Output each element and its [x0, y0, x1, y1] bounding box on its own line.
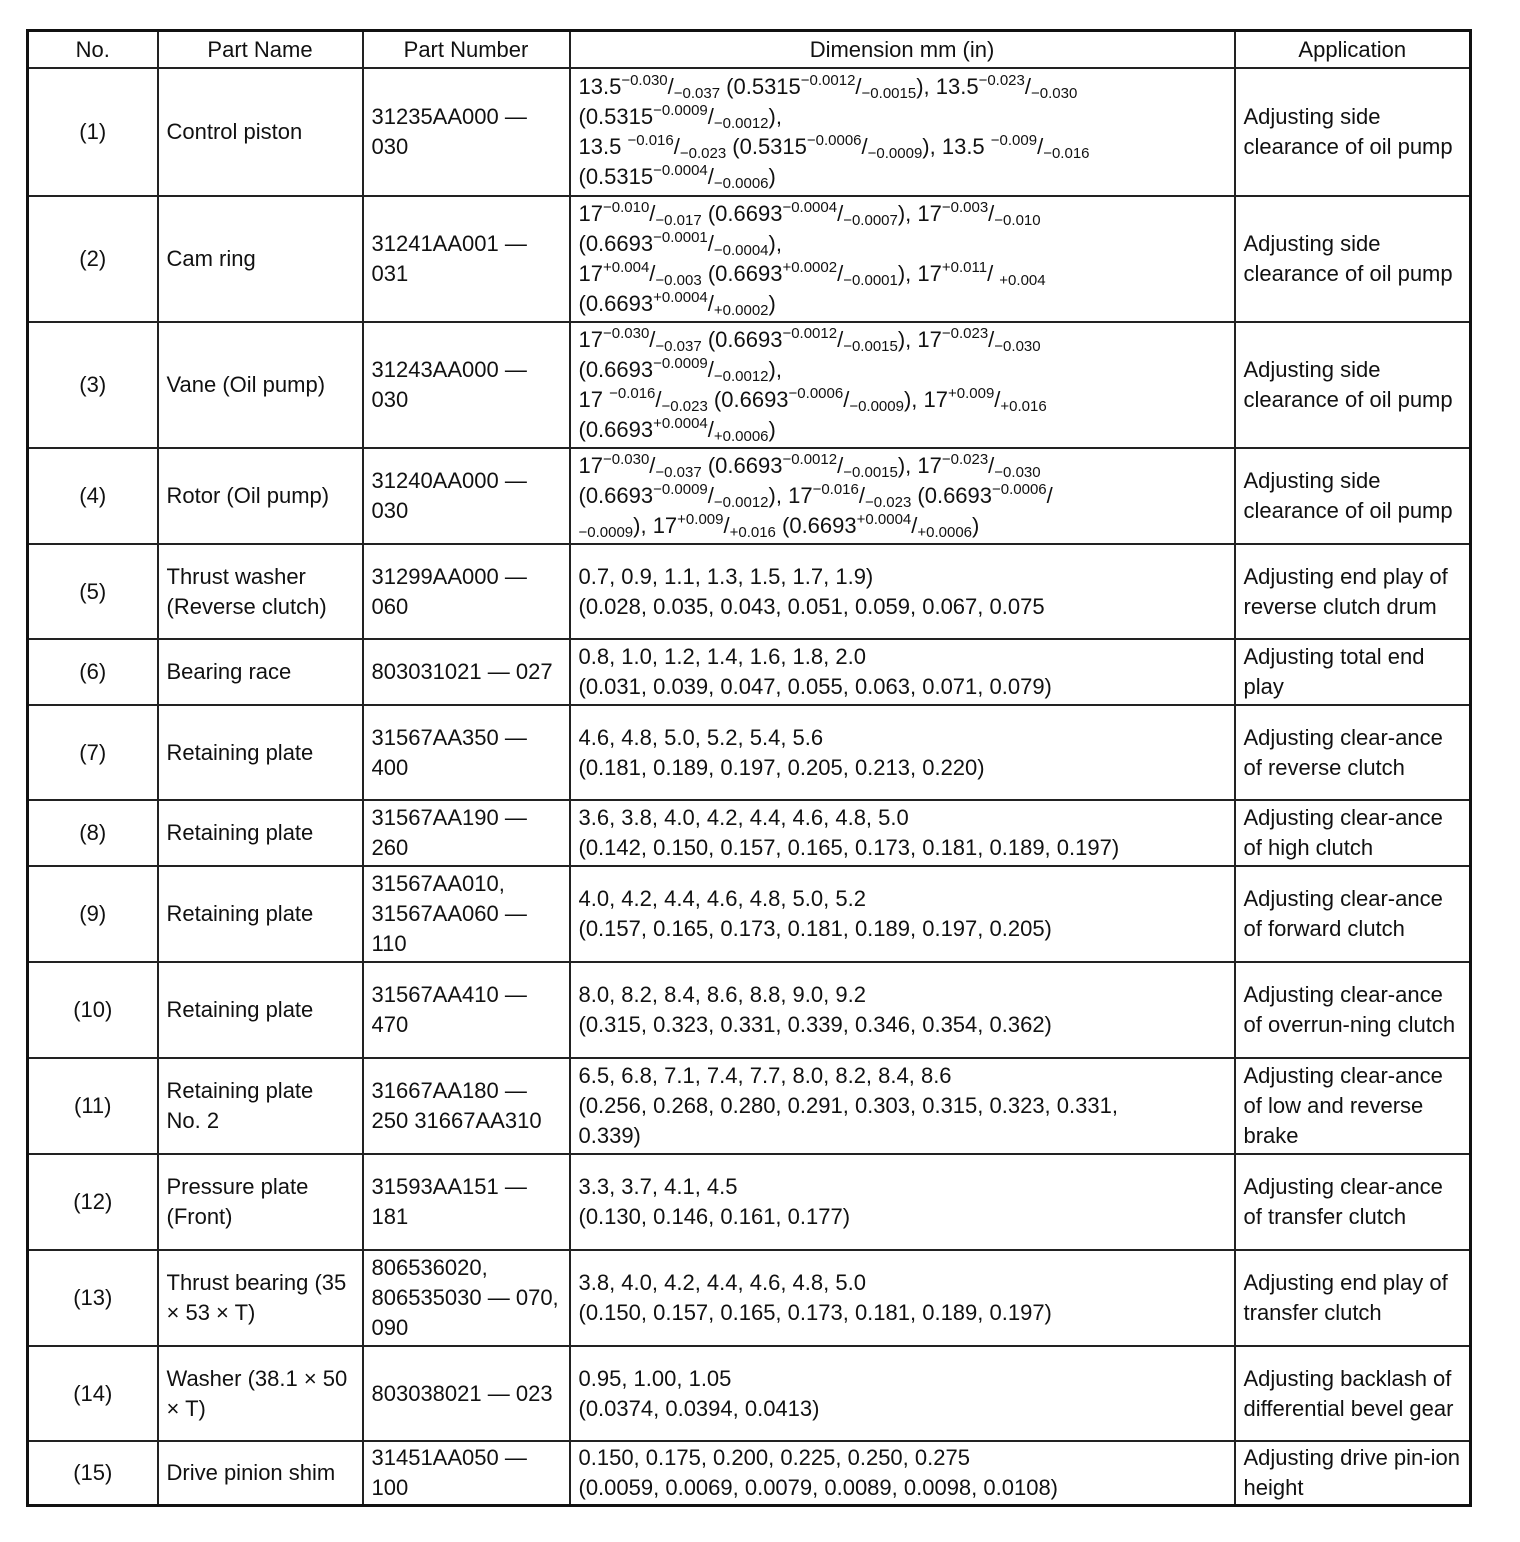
- dimension-text: (0.6693: [701, 327, 783, 352]
- tolerance-lower: −0.0015: [843, 338, 898, 355]
- header-no: No.: [28, 31, 158, 69]
- part-number: 31593AA151 — 181: [363, 1154, 570, 1250]
- part-number: 31667AA180 — 250 31667AA310: [363, 1058, 570, 1154]
- dimension-text: (0.6693: [701, 453, 783, 478]
- dimension-text: /: [861, 134, 868, 159]
- table-row: [28, 544, 1471, 639]
- tolerance-lower: −0.037: [673, 85, 721, 102]
- part-name: Washer (38.1 × 50 × T): [158, 1346, 363, 1441]
- dimension-text: ), 17: [897, 201, 942, 226]
- application: Adjusting side clearance of oil pump: [1235, 448, 1471, 544]
- tolerance-lower: −0.030: [1030, 85, 1078, 102]
- tolerance-lower: −0.037: [655, 338, 702, 355]
- dimension-line: [579, 592, 1226, 622]
- dimension-line: [579, 132, 1226, 162]
- dimension-text: ),: [768, 231, 782, 256]
- tolerance-upper: −0.0012: [800, 72, 856, 89]
- part-name: Vane (Oil pump): [158, 322, 363, 448]
- dimension-text: ), 17: [897, 453, 942, 478]
- dimension-line: [579, 1473, 1226, 1503]
- dimension-text: 17: [578, 327, 603, 352]
- dimension-text: 3.3, 3.7, 4.1, 4.5: [578, 1174, 738, 1199]
- dimension-text: 13.5: [578, 134, 628, 159]
- table-row: [28, 800, 1471, 866]
- part-name: Thrust washer (Reverse clutch): [158, 544, 363, 639]
- tolerance-upper: +0.011: [941, 259, 988, 276]
- dimension-line: [579, 1121, 1226, 1151]
- dimension-text: (0.0059, 0.0069, 0.0079, 0.0089, 0.0098, 0.0108): [578, 1475, 1059, 1500]
- table-row: [28, 962, 1471, 1058]
- dimension-line: [579, 1172, 1226, 1202]
- tolerance-lower: −0.0006: [713, 175, 769, 192]
- part-name: Pressure plate (Front): [158, 1154, 363, 1250]
- dimension-text: (0.028, 0.035, 0.043, 0.051, 0.059, 0.067, 0.075: [578, 593, 1045, 619]
- dimension-text: /: [1046, 483, 1053, 508]
- tolerance-lower: −0.030: [994, 464, 1041, 481]
- dimension-text: (0.256, 0.268, 0.280, 0.291, 0.303, 0.315, 0.323, 0.331,: [578, 1093, 1118, 1118]
- application: Adjusting end play of reverse clutch drum: [1235, 544, 1471, 639]
- part-name: Retaining plate: [158, 800, 363, 866]
- dimension-line: [579, 884, 1226, 914]
- dimension-text: 4.6, 4.8, 5.0, 5.2, 5.4, 5.6: [578, 724, 824, 750]
- dimension-text: (0.150, 0.157, 0.165, 0.173, 0.181, 0.189, 0.197): [578, 1300, 1052, 1325]
- table-row: [28, 866, 1471, 962]
- dimension-text: (0.6693: [578, 291, 654, 316]
- part-number: 31299AA000 — 060: [363, 544, 570, 639]
- row-number: (14): [28, 1346, 158, 1441]
- part-name: Bearing race: [158, 639, 363, 705]
- application: Adjusting side clearance of oil pump: [1235, 322, 1471, 448]
- row-number: (12): [28, 1154, 158, 1250]
- dimension-line: [579, 451, 1226, 481]
- part-number: 31567AA010, 31567AA060 — 110: [363, 866, 570, 962]
- dimension-cell: [570, 196, 1235, 322]
- dimension-text: /: [707, 164, 714, 189]
- dimension-line: [579, 229, 1226, 259]
- dimension-line: [579, 72, 1226, 102]
- tolerance-lower: +0.0002: [713, 302, 769, 319]
- dimension-text: /: [667, 74, 674, 99]
- row-number: (8): [28, 800, 158, 866]
- dimension-text: /: [707, 104, 714, 129]
- tolerance-lower: −0.023: [864, 494, 912, 511]
- dimension-text: (0.157, 0.165, 0.173, 0.181, 0.189, 0.197, 0.205): [578, 916, 1052, 941]
- dimension-cell: [570, 544, 1235, 639]
- dimension-text: (0.6693: [578, 417, 654, 442]
- dimension-line: [579, 642, 1226, 672]
- parts-table: [26, 29, 1472, 1507]
- dimension-text: 3.8, 4.0, 4.2, 4.4, 4.6, 4.8, 5.0: [578, 1270, 866, 1295]
- tolerance-upper: +0.004: [602, 259, 650, 276]
- dimension-text: (0.181, 0.189, 0.197, 0.205, 0.213, 0.220): [578, 754, 985, 780]
- part-number: 31243AA000 — 030: [363, 322, 570, 448]
- dimension-text: ), 17: [897, 327, 942, 352]
- dimension-cell: [570, 866, 1235, 962]
- dimension-text: ), 17: [633, 513, 678, 538]
- dimension-text: /: [723, 513, 730, 538]
- row-number: (1): [28, 68, 158, 196]
- tolerance-upper: −0.0004: [653, 162, 708, 179]
- table-row: [28, 639, 1471, 705]
- dimension-text: (0.6693: [578, 483, 654, 508]
- tolerance-lower: −0.017: [655, 212, 702, 229]
- tolerance-upper: −0.009: [990, 132, 1038, 149]
- table-row: [28, 448, 1471, 544]
- application: Adjusting clear-ance of reverse clutch: [1235, 705, 1471, 800]
- tolerance-lower: −0.030: [994, 338, 1041, 355]
- dimension-line: [579, 259, 1226, 289]
- dimension-text: ),: [768, 357, 782, 382]
- header-part-name: Part Name: [158, 31, 363, 69]
- dimension-text: 0.95, 1.00, 1.05: [578, 1365, 732, 1391]
- dimension-text: (0.0374, 0.0394, 0.0413): [578, 1395, 820, 1421]
- row-number: (13): [28, 1250, 158, 1346]
- dimension-cell: [570, 705, 1235, 800]
- part-number: 803038021 — 023: [363, 1346, 570, 1441]
- dimension-line: [579, 355, 1226, 385]
- dimension-text: 13.5: [578, 74, 622, 99]
- dimension-line: [579, 481, 1226, 511]
- dimension-text: 0.7, 0.9, 1.1, 1.3, 1.5, 1.7, 1.9): [578, 563, 874, 589]
- dimension-text: /: [988, 327, 995, 352]
- part-name: Drive pinion shim: [158, 1441, 363, 1506]
- tolerance-lower: −0.0015: [861, 85, 917, 102]
- dimension-text: ), 13.5: [922, 134, 991, 159]
- dimension-text: /: [994, 387, 1001, 412]
- dimension-text: /: [707, 483, 714, 508]
- dimension-text: 0.8, 1.0, 1.2, 1.4, 1.6, 1.8, 2.0: [578, 644, 866, 669]
- table-row: [28, 322, 1471, 448]
- row-number: (9): [28, 866, 158, 962]
- dimension-line: [579, 1443, 1226, 1473]
- dimension-line: [579, 1091, 1226, 1121]
- dimension-line: [579, 102, 1226, 132]
- tolerance-lower: −0.023: [661, 398, 708, 415]
- tolerance-upper: +0.0002: [782, 259, 838, 276]
- tolerance-lower: −0.0009: [849, 398, 904, 415]
- part-name: Retaining plate No. 2: [158, 1058, 363, 1154]
- dimension-text: /: [837, 453, 844, 478]
- tolerance-upper: −0.0012: [782, 451, 838, 468]
- dimension-cell: [570, 1346, 1235, 1441]
- dimension-line: [579, 415, 1226, 445]
- tolerance-upper: −0.010: [602, 199, 650, 216]
- header-row: [28, 31, 1471, 69]
- part-name: Retaining plate: [158, 866, 363, 962]
- dimension-text: /: [1024, 74, 1031, 99]
- dimension-text: /: [987, 261, 1000, 286]
- dimension-text: /: [858, 483, 865, 508]
- tolerance-upper: −0.0009: [653, 481, 708, 498]
- application: Adjusting total end play: [1235, 639, 1471, 705]
- application: Adjusting clear-ance of low and reverse brake: [1235, 1058, 1471, 1154]
- tolerance-lower: −0.0007: [843, 212, 898, 229]
- tolerance-upper: −0.030: [602, 451, 650, 468]
- header-part-number: Part Number: [363, 31, 570, 69]
- row-number: (11): [28, 1058, 158, 1154]
- tolerance-lower: −0.003: [655, 272, 702, 289]
- dimension-text: (0.130, 0.146, 0.161, 0.177): [578, 1204, 851, 1229]
- dimension-text: ),: [768, 104, 782, 129]
- part-number: 31241AA001 — 031: [363, 196, 570, 322]
- tolerance-lower: +0.016: [729, 524, 776, 541]
- dimension-text: /: [843, 387, 850, 412]
- dimension-text: 0.150, 0.175, 0.200, 0.225, 0.250, 0.275: [578, 1445, 970, 1470]
- dimension-text: ), 17: [897, 261, 942, 286]
- tolerance-lower: −0.0012: [713, 494, 769, 511]
- dimension-text: 17: [578, 453, 603, 478]
- dimension-text: /: [988, 453, 995, 478]
- dimension-line: [579, 723, 1226, 753]
- dimension-text: (0.142, 0.150, 0.157, 0.165, 0.173, 0.181, 0.189, 0.197): [578, 835, 1120, 860]
- dimension-text: 17: [578, 387, 610, 412]
- tolerance-upper: −0.016: [627, 132, 674, 149]
- table-row: [28, 68, 1471, 196]
- dimension-cell: [570, 448, 1235, 544]
- dimension-line: [579, 1010, 1226, 1040]
- row-number: (4): [28, 448, 158, 544]
- application: Adjusting side clearance of oil pump: [1235, 196, 1471, 322]
- dimension-text: 3.6, 3.8, 4.0, 4.2, 4.4, 4.6, 4.8, 5.0: [578, 805, 909, 830]
- dimension-text: /: [911, 513, 918, 538]
- dimension-text: /: [837, 327, 844, 352]
- tolerance-lower: −0.0012: [713, 115, 769, 132]
- dimension-line: [579, 162, 1226, 192]
- dimension-text: (0.6693: [578, 357, 654, 382]
- row-number: (15): [28, 1441, 158, 1506]
- dimension-line: [579, 803, 1226, 833]
- tolerance-upper: −0.003: [941, 199, 989, 216]
- dimension-text: 0.339): [578, 1123, 641, 1148]
- dimension-text: /: [673, 134, 680, 159]
- table-row: [28, 1346, 1471, 1441]
- dimension-text: ), 13.5: [916, 74, 979, 99]
- tolerance-lower: −0.016: [1043, 145, 1090, 162]
- dimension-cell: [570, 1441, 1235, 1506]
- table-row: [28, 1250, 1471, 1346]
- dimension-text: /: [649, 201, 656, 226]
- dimension-text: (0.6693: [707, 387, 789, 412]
- tolerance-upper: −0.023: [941, 451, 989, 468]
- dimension-line: [579, 385, 1226, 415]
- dimension-text: (0.5315: [578, 164, 654, 189]
- dimension-line: [579, 325, 1226, 355]
- dimension-text: /: [649, 327, 656, 352]
- tolerance-upper: +0.009: [677, 511, 724, 528]
- tolerance-upper: −0.0006: [788, 385, 844, 402]
- tolerance-lower: +0.0006: [917, 524, 973, 541]
- dimension-text: ), 17: [768, 483, 813, 508]
- part-number: 31240AA000 — 030: [363, 448, 570, 544]
- dimension-cell: [570, 1250, 1235, 1346]
- application: Adjusting clear-ance of overrun-ning clutch: [1235, 962, 1471, 1058]
- row-number: (10): [28, 962, 158, 1058]
- table-body: [28, 68, 1471, 1506]
- tolerance-upper: −0.0001: [653, 229, 708, 246]
- dimension-text: (0.6693: [578, 231, 654, 256]
- tolerance-lower: +0.004: [999, 272, 1046, 289]
- dimension-text: (0.6693: [701, 201, 783, 226]
- dimension-text: /: [707, 357, 714, 382]
- dimension-text: /: [837, 201, 844, 226]
- tolerance-lower: −0.037: [655, 464, 702, 481]
- tolerance-upper: −0.030: [621, 72, 668, 89]
- application: Adjusting clear-ance of forward clutch: [1235, 866, 1471, 962]
- dimension-line: [579, 289, 1226, 319]
- tolerance-upper: −0.0012: [782, 325, 838, 342]
- dimension-text: ): [972, 513, 980, 538]
- dimension-text: ), 17: [903, 387, 948, 412]
- dimension-line: [579, 562, 1226, 592]
- tolerance-upper: −0.016: [812, 481, 859, 498]
- part-number: 803031021 — 027: [363, 639, 570, 705]
- tolerance-upper: −0.030: [602, 325, 650, 342]
- dimension-cell: [570, 962, 1235, 1058]
- dimension-cell: [570, 639, 1235, 705]
- application: Adjusting backlash of differential bevel gear: [1235, 1346, 1471, 1441]
- part-number: 31567AA350 — 400: [363, 705, 570, 800]
- tolerance-lower: −0.0004: [713, 242, 769, 259]
- tolerance-lower: −0.0009: [867, 145, 923, 162]
- application: Adjusting side clearance of oil pump: [1235, 68, 1471, 196]
- part-number: 31451AA050 — 100: [363, 1441, 570, 1506]
- dimension-cell: [570, 1058, 1235, 1154]
- part-number: 31235AA000 — 030: [363, 68, 570, 196]
- tolerance-upper: +0.0004: [856, 511, 912, 528]
- row-number: (5): [28, 544, 158, 639]
- dimension-text: 17: [578, 201, 603, 226]
- tolerance-lower: −0.010: [994, 212, 1041, 229]
- dimension-text: /: [707, 291, 714, 316]
- part-name: Rotor (Oil pump): [158, 448, 363, 544]
- dimension-line: [579, 1298, 1226, 1328]
- dimension-text: /: [649, 261, 656, 286]
- tolerance-lower: +0.0006: [713, 428, 769, 445]
- tolerance-lower: −0.0012: [713, 368, 769, 385]
- dimension-text: /: [837, 261, 844, 286]
- dimension-text: ): [768, 417, 776, 442]
- dimension-text: (0.6693: [911, 483, 993, 508]
- dimension-cell: [570, 322, 1235, 448]
- part-name: Control piston: [158, 68, 363, 196]
- dimension-text: (0.6693: [701, 261, 783, 286]
- dimension-text: (0.031, 0.039, 0.047, 0.055, 0.063, 0.071, 0.079): [578, 674, 1052, 699]
- application: Adjusting drive pin-ion height: [1235, 1441, 1471, 1506]
- part-name: Cam ring: [158, 196, 363, 322]
- dimension-line: [579, 833, 1226, 863]
- part-name: Retaining plate: [158, 962, 363, 1058]
- tolerance-upper: −0.0006: [806, 132, 862, 149]
- tolerance-lower: −0.0001: [843, 272, 898, 289]
- dimension-line: [579, 672, 1226, 702]
- table-row: [28, 196, 1471, 322]
- header-application: Application: [1235, 31, 1471, 69]
- part-number: 806536020, 806535030 — 070, 090: [363, 1250, 570, 1346]
- row-number: (2): [28, 196, 158, 322]
- part-number: 31567AA410 — 470: [363, 962, 570, 1058]
- dimension-text: ): [768, 164, 776, 189]
- tolerance-upper: −0.0009: [653, 102, 708, 119]
- dimension-line: [579, 753, 1226, 783]
- table-row: [28, 1058, 1471, 1154]
- dimension-line: [579, 980, 1226, 1010]
- application: Adjusting clear-ance of transfer clutch: [1235, 1154, 1471, 1250]
- dimension-line: [579, 1061, 1226, 1091]
- dimension-text: /: [855, 74, 862, 99]
- tolerance-lower: −0.0009: [578, 524, 634, 541]
- dimension-line: [579, 914, 1226, 944]
- dimension-cell: [570, 800, 1235, 866]
- tolerance-upper: −0.023: [941, 325, 989, 342]
- dimension-text: 6.5, 6.8, 7.1, 7.4, 7.7, 8.0, 8.2, 8.4, 8.6: [578, 1063, 952, 1088]
- tolerance-lower: −0.0015: [843, 464, 898, 481]
- dimension-line: [579, 199, 1226, 229]
- tolerance-upper: −0.0006: [992, 481, 1047, 498]
- dimension-text: 17: [578, 261, 603, 286]
- dimension-line: [579, 1268, 1226, 1298]
- tolerance-lower: +0.016: [1000, 398, 1047, 415]
- part-name: Thrust bearing (35 × 53 × T): [158, 1250, 363, 1346]
- part-name: Retaining plate: [158, 705, 363, 800]
- tolerance-upper: −0.0009: [653, 355, 708, 372]
- tolerance-upper: +0.0004: [653, 289, 708, 306]
- dimension-text: /: [655, 387, 662, 412]
- table-row: [28, 705, 1471, 800]
- dimension-line: [579, 511, 1226, 541]
- dimension-text: (0.315, 0.323, 0.331, 0.339, 0.346, 0.354, 0.362): [578, 1012, 1052, 1037]
- dimension-text: /: [649, 453, 656, 478]
- dimension-text: ): [768, 291, 776, 316]
- dimension-line: [579, 1364, 1226, 1394]
- dimension-text: /: [1037, 134, 1044, 159]
- dimension-text: 8.0, 8.2, 8.4, 8.6, 8.8, 9.0, 9.2: [578, 982, 866, 1007]
- tolerance-lower: −0.023: [679, 145, 727, 162]
- table-row: [28, 1154, 1471, 1250]
- dimension-cell: [570, 1154, 1235, 1250]
- dimension-text: /: [707, 231, 714, 256]
- application: Adjusting clear-ance of high clutch: [1235, 800, 1471, 866]
- row-number: (3): [28, 322, 158, 448]
- tolerance-upper: −0.023: [978, 72, 1025, 89]
- dimension-text: 4.0, 4.2, 4.4, 4.6, 4.8, 5.0, 5.2: [578, 886, 866, 911]
- dimension-cell: [570, 68, 1235, 196]
- tolerance-upper: +0.0004: [653, 415, 708, 432]
- header-dimension: Dimension mm (in): [570, 31, 1235, 69]
- dimension-text: (0.5315: [720, 74, 801, 99]
- row-number: (6): [28, 639, 158, 705]
- tolerance-upper: −0.016: [609, 385, 656, 402]
- dimension-text: /: [707, 417, 714, 442]
- row-number: (7): [28, 705, 158, 800]
- application: Adjusting end play of transfer clutch: [1235, 1250, 1471, 1346]
- dimension-line: [579, 1394, 1226, 1424]
- dimension-line: [579, 1202, 1226, 1232]
- dimension-text: (0.5315: [726, 134, 807, 159]
- dimension-text: /: [988, 201, 995, 226]
- dimension-text: (0.6693: [775, 513, 857, 538]
- tolerance-upper: −0.0004: [782, 199, 838, 216]
- table-row: [28, 1441, 1471, 1506]
- tolerance-upper: +0.009: [947, 385, 995, 402]
- dimension-text: (0.5315: [578, 104, 654, 129]
- part-number: 31567AA190 — 260: [363, 800, 570, 866]
